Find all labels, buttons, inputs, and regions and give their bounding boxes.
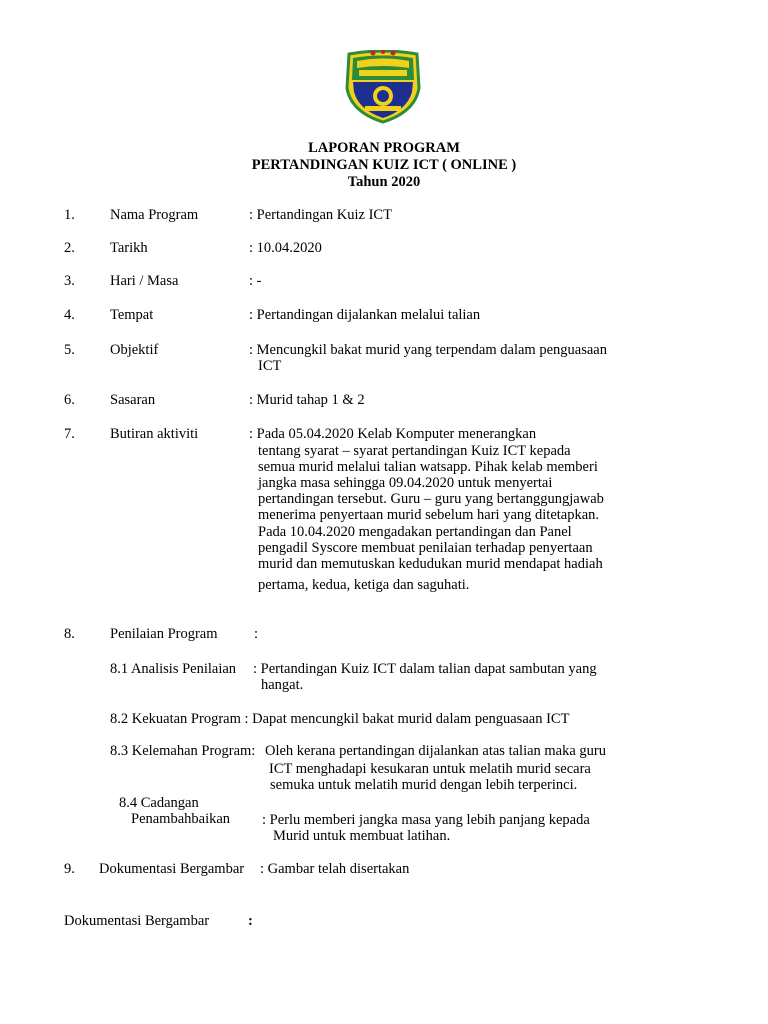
item-label: Penilaian Program <box>110 626 218 642</box>
activity-line: jangka masa sehingga 09.04.2020 untuk menyertai <box>258 475 553 491</box>
item-value: : Murid tahap 1 & 2 <box>249 392 365 408</box>
kelemahan-value-continued: semuka untuk melatih murid dengan lebih terperinci. <box>270 777 578 793</box>
item-number: 5. <box>64 342 75 358</box>
item-number: 9. <box>64 861 75 877</box>
item-value: : Mencungkil bakat murid yang terpendam dalam penguasaan <box>249 342 607 358</box>
item-label: Sasaran <box>110 392 156 408</box>
item-value: : Pertandingan dijalankan melalui talian <box>249 307 481 323</box>
activity-line: menerima penyertaan murid sebelum hari yang ditetapkan. <box>258 507 600 523</box>
activity-line: pertandingan tersebut. Guru – guru yang bertanggungjawab <box>258 491 604 507</box>
item-label: Objektif <box>110 342 159 358</box>
report-year: Tahun 2020 <box>347 174 421 190</box>
activity-line: pengadil Syscore membuat penilaian terhadap penyertaan <box>258 540 593 556</box>
item-label: Dokumentasi Bergambar <box>99 861 245 877</box>
footer-colon: : <box>248 913 253 929</box>
school-crest-logo <box>343 50 423 124</box>
item-number: 7. <box>64 426 75 442</box>
analisis-value: : Pertandingan Kuiz ICT dalam talian dapat sambutan yang <box>253 661 597 677</box>
kekuatan-line: 8.2 Kekuatan Program : Dapat mencungkil bakat murid dalam penguasaan ICT <box>110 711 570 727</box>
kelemahan-label: 8.3 Kelemahan Program: <box>110 743 256 759</box>
item-number: 1. <box>64 207 75 223</box>
item-colon: : <box>254 626 259 642</box>
item-value: : - <box>249 273 262 289</box>
activity-line: pertama, kedua, ketiga dan saguhati. <box>258 577 470 593</box>
item-value: : 10.04.2020 <box>249 240 322 256</box>
cadangan-label-continued: Penambahbaikan <box>131 811 231 827</box>
analisis-value-continued: hangat. <box>261 677 304 693</box>
item-number: 3. <box>64 273 75 289</box>
report-title: LAPORAN PROGRAM <box>308 140 460 156</box>
activity-line: semua murid melalui talian watsapp. Pihak kelab memberi <box>258 459 598 475</box>
item-number: 2. <box>64 240 75 256</box>
item-number: 4. <box>64 307 75 323</box>
activity-line: Pada 10.04.2020 mengadakan pertandingan dan Panel <box>258 524 572 540</box>
kelemahan-value: Oleh kerana pertandingan dijalankan atas talian maka guru <box>265 743 607 759</box>
item-label: Tempat <box>110 307 154 323</box>
cadangan-value-continued: Murid untuk membuat latihan. <box>273 828 451 844</box>
item-value: : Pada 05.04.2020 Kelab Komputer menerangkan <box>249 426 537 442</box>
item-label: Hari / Masa <box>110 273 179 289</box>
item-number: 6. <box>64 392 75 408</box>
footer-label: Dokumentasi Bergambar <box>64 913 210 929</box>
item-label: Butiran aktiviti <box>110 426 199 442</box>
cadangan-label: 8.4 Cadangan <box>119 795 199 811</box>
item-value: : Gambar telah disertakan <box>260 861 410 877</box>
item-number: 8. <box>64 626 75 642</box>
activity-line: murid dan memutuskan kedudukan murid mendapat hadiah <box>258 556 603 572</box>
kelemahan-value-continued: ICT menghadapi kesukaran untuk melatih murid secara <box>269 761 591 777</box>
analisis-label: 8.1 Analisis Penilaian <box>110 661 237 677</box>
item-value-continued: ICT <box>258 358 282 374</box>
item-value: : Pertandingan Kuiz ICT <box>249 207 392 223</box>
report-subtitle: PERTANDINGAN KUIZ ICT ( ONLINE ) <box>251 157 517 173</box>
activity-line: tentang syarat – syarat pertandingan Kuiz ICT kepada <box>258 443 571 459</box>
cadangan-value: : Perlu memberi jangka masa yang lebih panjang kepada <box>262 812 590 828</box>
item-label: Tarikh <box>110 240 148 256</box>
item-label: Nama Program <box>110 207 199 223</box>
